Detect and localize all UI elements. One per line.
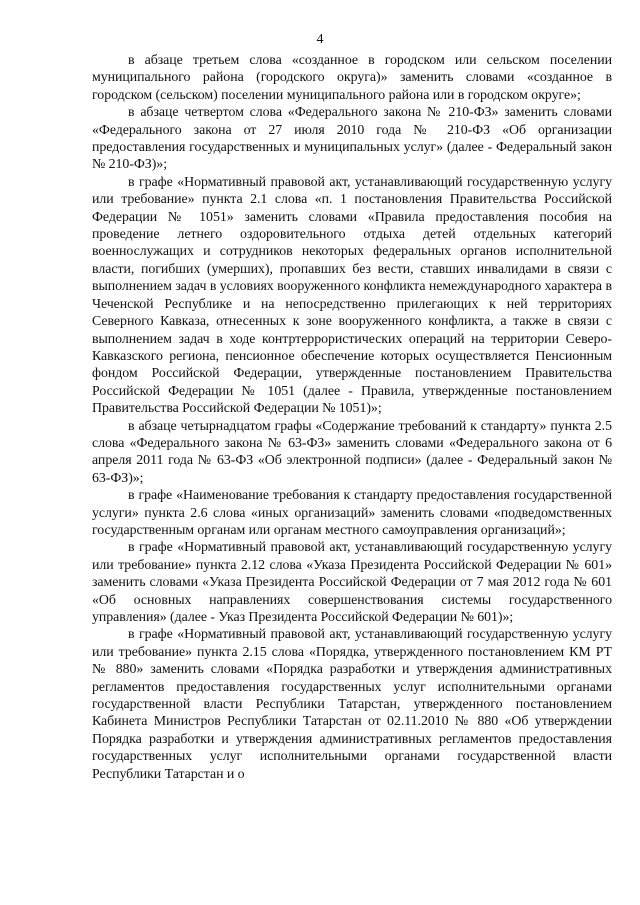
paragraph: в абзаце четвертом слова «Федерального закона № 210-ФЗ» заменить словами «Федерального закона от 27 июля 2010 года № 210-ФЗ «Об организации предоставления государственных и муниципальных услуг» (далее - Федеральный закон № 210-ФЗ)»; <box>92 105 612 173</box>
paragraph: в графе «Наименование требования к стандарту предоставления государственной услуги» пункта 2.6 слова «иных организаций» заменить словами «подведомственных государственным органам или органам местного самоуправления организаций»; <box>92 488 612 538</box>
document-body <box>92 52 612 783</box>
page-number: 4 <box>316 32 324 47</box>
paragraph: в графе «Нормативный правовой акт, устанавливающий государственную услугу или требование» пункта 2.1 слова «п. 1 постановления Правительства Российской Федерации № 1051» заменить словами «Правила предоставления пособия на проведение летнего оздоровительного отдыха детей отдельных категорий военнослужащих и сотрудников некоторых федеральных органов исполнительной власти, погибших (умерших), пропавших без вести, ставших инвалидами в связи с выполнением задач в условиях вооруженного конфликта немеждународного характера в Чеченской Республике и на непосредственно прилегающих к ней территориях Северного Кавказа, отнесенных к зоне вооруженного конфликта, а также в связи с выполнением задач в ходе контртеррористических операций на территории Северо-Кавказского региона, пенсионное обеспечение которых осуществляется Пенсионным фондом Российской Федерации, утвержденные постановлением Правительства Российской Федерации № 1051 (далее - Правила, утвержденные постановлением Правительства Российской Федерации № 1051)»; <box>92 174 612 417</box>
paragraph: в абзаце четырнадцатом графы «Содержание требований к стандарту» пункта 2.5 слова «Федерального закона № 63-ФЗ» заменить словами «Федерального закона от 6 апреля 2011 года № 63-ФЗ «Об электронной подписи» (далее - Федеральный закон № 63-ФЗ)»; <box>92 418 612 486</box>
paragraph: в абзаце третьем слова «созданное в городском или сельском поселении муниципального района (городского округа)» заменить словами «созданное в городском (сельском) поселении муниципального района или в городском округе»; <box>92 53 612 103</box>
paragraph: в графе «Нормативный правовой акт, устанавливающий государственную услугу или требование» пункта 2.12 слова «Указа Президента Российской Федерации № 601» заменить словами «Указа Президента Российской Федерации от 7 мая 2012 года № 601 «Об основных направлениях совершенствования системы государственного управления» (далее - Указ Президента Российской Федерации № 601)»; <box>92 540 612 625</box>
paragraph: в графе «Нормативный правовой акт, устанавливающий государственную услугу или требование» пункта 2.15 слова «Порядка, утвержденного постановлением КМ РТ № 880» заменить словами «Порядка разработки и утверждения административных регламентов предоставления государственных услуг исполнительными органами государственной власти Республики Татарстан, утвержденного постановлением Кабинета Министров Республики Татарстан от 02.11.2010 № 880 «Об утверждении Порядка разработки и утверждения административных регламентов предоставления государственных услуг исполнительными органами государственной власти Республики Татарстан и о <box>92 627 612 782</box>
